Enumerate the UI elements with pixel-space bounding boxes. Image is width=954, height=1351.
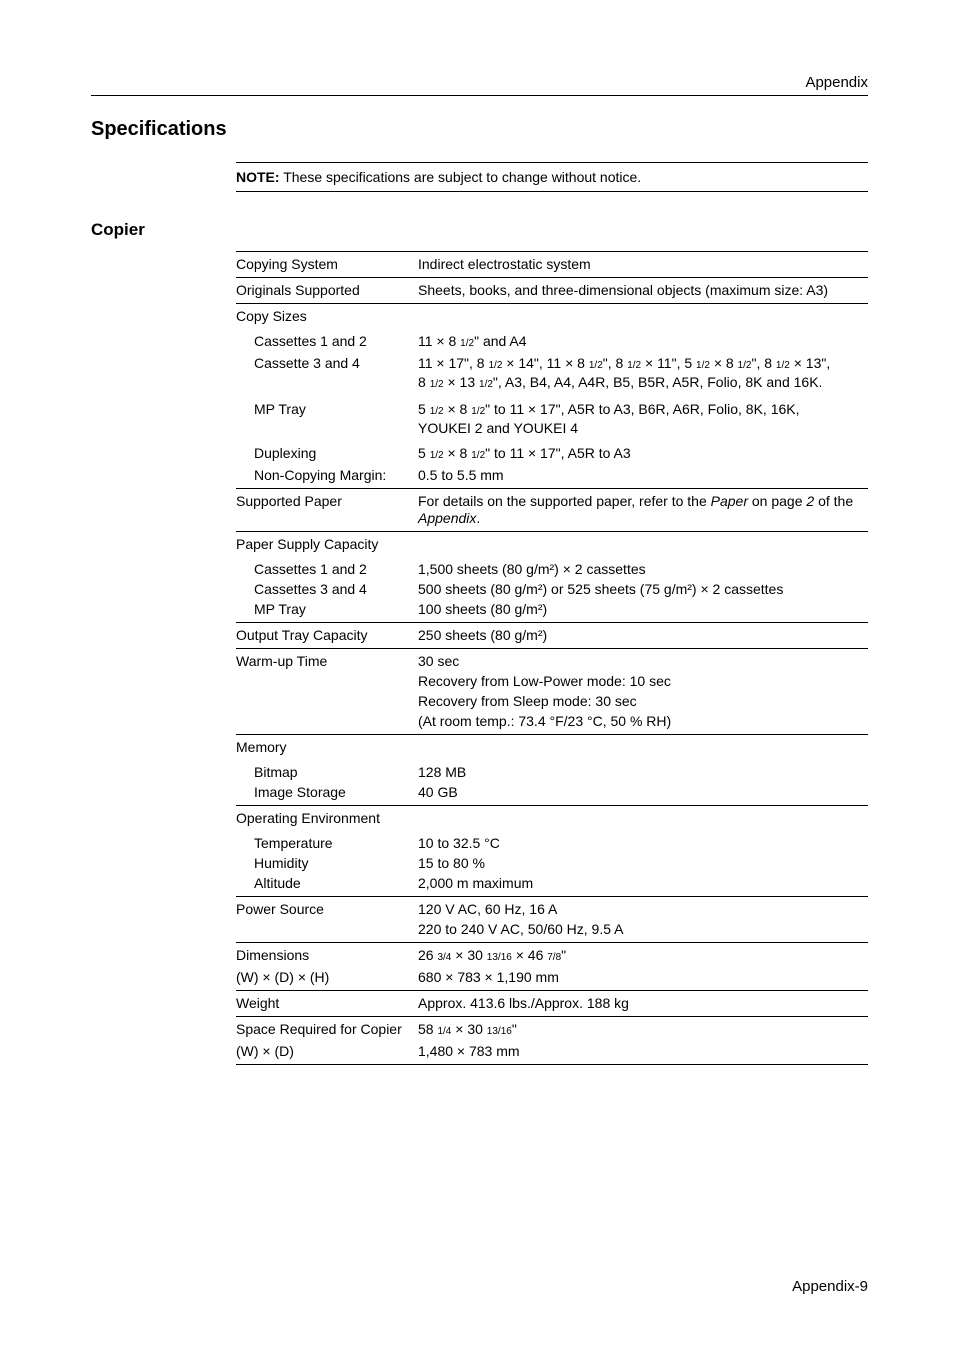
spec-value: 58 1/4 × 30 13/16" bbox=[418, 1021, 517, 1037]
spec-label: Space Required for Copier bbox=[236, 1021, 402, 1037]
spec-value: 30 sec bbox=[418, 653, 460, 669]
spec-label: Paper Supply Capacity bbox=[236, 536, 379, 552]
spec-value: 128 MB bbox=[418, 764, 467, 780]
spec-row-memory bbox=[236, 735, 868, 806]
spec-value: 500 sheets (80 g/m²) or 525 sheets (75 g/m²) × 2 cassettes bbox=[418, 581, 784, 597]
spec-row-originals bbox=[236, 278, 868, 304]
spec-sublabel: MP Tray bbox=[254, 401, 306, 417]
spec-row-copy-sizes bbox=[236, 304, 868, 489]
spec-row-weight bbox=[236, 991, 868, 1017]
spec-value: For details on the supported paper, refer to the Paper on page 2 of the Appendix. bbox=[418, 493, 854, 526]
spec-sublabel: Cassettes 3 and 4 bbox=[254, 581, 367, 597]
spec-value: (At room temp.: 73.4 °F/23 °C, 50 % RH) bbox=[418, 713, 672, 729]
spec-label: Weight bbox=[236, 995, 280, 1011]
spec-value: Indirect electrostatic system bbox=[418, 256, 591, 272]
copier-heading: Copier bbox=[91, 220, 145, 239]
spec-value: 5 1/2 × 8 1/2" to 11 × 17", A5R to A3, B6R, A6R, Folio, 8K, 16K, YOUKEI 2 and YOUKEI 4 bbox=[418, 401, 800, 436]
spec-label: (W) × (D) × (H) bbox=[236, 969, 330, 985]
spec-sublabel: Temperature bbox=[254, 835, 333, 851]
running-header bbox=[91, 74, 868, 96]
spec-value: 250 sheets (80 g/m²) bbox=[418, 627, 548, 643]
spec-sublabel: Non-Copying Margin: bbox=[254, 467, 387, 483]
spec-row-supported-paper bbox=[236, 489, 868, 532]
spec-row-output-tray bbox=[236, 623, 868, 649]
note-label: NOTE: bbox=[236, 169, 280, 185]
spec-value: 0.5 to 5.5 mm bbox=[418, 467, 504, 483]
spec-value: Approx. 413.6 lbs./Approx. 188 kg bbox=[418, 995, 629, 1011]
spec-value: 120 V AC, 60 Hz, 16 A bbox=[418, 901, 558, 917]
spec-value: 15 to 80 % bbox=[418, 855, 485, 871]
spec-label: Copy Sizes bbox=[236, 308, 307, 324]
spec-value: Sheets, books, and three-dimensional objects (maximum size: A3) bbox=[418, 282, 829, 298]
spec-value: Recovery from Low-Power mode: 10 sec bbox=[418, 673, 671, 689]
spec-row-dimensions bbox=[236, 943, 868, 991]
spec-sublabel: Altitude bbox=[254, 875, 301, 891]
note-box bbox=[236, 162, 868, 192]
spec-row-power bbox=[236, 897, 868, 943]
spec-label: Output Tray Capacity bbox=[236, 627, 368, 643]
spec-sublabel: Cassettes 1 and 2 bbox=[254, 333, 367, 349]
spec-row-copying-system bbox=[236, 252, 868, 278]
header-section: Appendix bbox=[805, 74, 868, 91]
spec-sublabel: Bitmap bbox=[254, 764, 298, 780]
spec-row-paper-supply bbox=[236, 532, 868, 623]
spec-label: Copying System bbox=[236, 256, 338, 272]
spec-value: 11 × 17", 8 1/2 × 14", 11 × 8 1/2", 8 1/2 × 11", 5 1/2 × 8 1/2", 8 1/2 × 13", 8 1/2 × 13 1/2", A3, B4, A4, A4R, B5, B5R, A5R, Folio, 8K and 16K. bbox=[418, 355, 831, 390]
spec-value: 26 3/4 × 30 13/16 × 46 7/8" bbox=[418, 947, 567, 963]
spec-value: 680 × 783 × 1,190 mm bbox=[418, 969, 559, 985]
spec-sublabel: Image Storage bbox=[254, 784, 346, 800]
spec-value: 220 to 240 V AC, 50/60 Hz, 9.5 A bbox=[418, 921, 624, 937]
spec-value: 2,000 m maximum bbox=[418, 875, 534, 891]
spec-value: 1,500 sheets (80 g/m²) × 2 cassettes bbox=[418, 561, 646, 577]
page-number: Appendix-9 bbox=[792, 1278, 868, 1295]
spec-value: 1,480 × 783 mm bbox=[418, 1043, 520, 1059]
spec-value: 5 1/2 × 8 1/2" to 11 × 17", A5R to A3 bbox=[418, 445, 631, 461]
spec-label: (W) × (D) bbox=[236, 1043, 294, 1059]
spec-row-environment bbox=[236, 806, 868, 897]
note-text: These specifications are subject to change without notice. bbox=[279, 169, 642, 185]
spec-sublabel: MP Tray bbox=[254, 601, 306, 617]
spec-value: 11 × 8 1/2" and A4 bbox=[418, 333, 527, 349]
spec-sublabel: Humidity bbox=[254, 855, 309, 871]
spec-label: Warm-up Time bbox=[236, 653, 328, 669]
spec-value: 40 GB bbox=[418, 784, 458, 800]
spec-label: Operating Environment bbox=[236, 810, 380, 826]
spec-sublabel: Duplexing bbox=[254, 445, 317, 461]
spec-label: Dimensions bbox=[236, 947, 310, 963]
spec-label: Originals Supported bbox=[236, 282, 360, 298]
spec-sublabel: Cassettes 1 and 2 bbox=[254, 561, 367, 577]
spec-value: 10 to 32.5 °C bbox=[418, 835, 500, 851]
copier-spec-table bbox=[236, 251, 868, 1065]
spec-value: Recovery from Sleep mode: 30 sec bbox=[418, 693, 637, 709]
page-title: Specifications bbox=[91, 118, 227, 140]
spec-row-warmup bbox=[236, 649, 868, 735]
spec-label: Power Source bbox=[236, 901, 324, 917]
spec-label: Supported Paper bbox=[236, 493, 342, 509]
spec-value: 100 sheets (80 g/m²) bbox=[418, 601, 548, 617]
spec-sublabel: Cassette 3 and 4 bbox=[254, 355, 360, 371]
spec-label: Memory bbox=[236, 739, 287, 755]
spec-row-space bbox=[236, 1017, 868, 1065]
